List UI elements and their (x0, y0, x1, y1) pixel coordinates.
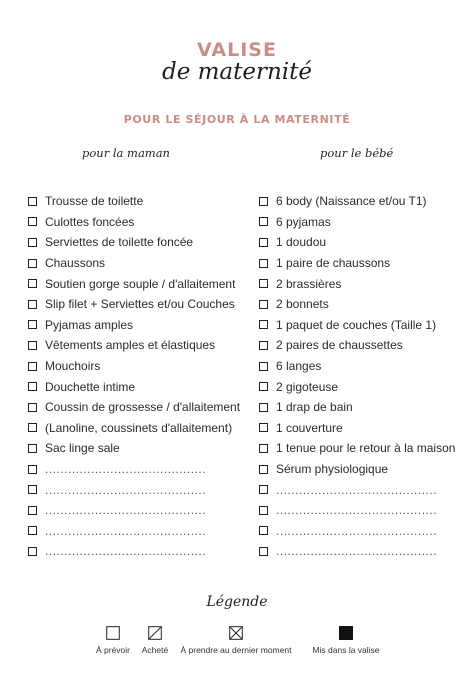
checklist-item[interactable] (28, 356, 250, 377)
checkbox-icon[interactable] (259, 485, 268, 494)
checkbox-icon[interactable] (28, 547, 37, 556)
checklist-item-label: .......................................... (45, 462, 207, 477)
checklist-item-label: Slip filet + Serviettes et/ou Couches (45, 297, 235, 312)
checklist-item[interactable] (28, 191, 250, 212)
title-block (0, 40, 474, 84)
checklist-item-label: 6 body (Naissance et/ou T1) (276, 194, 427, 209)
checklist-item[interactable] (28, 397, 250, 418)
checkbox-icon[interactable] (28, 341, 37, 350)
checkbox-icon[interactable] (259, 444, 268, 453)
checklist-item[interactable] (28, 335, 250, 356)
legend-item-dernier-moment (172, 626, 300, 655)
checklist-item[interactable] (259, 253, 471, 274)
checklist-item[interactable] (259, 418, 471, 439)
checklist-item-label: .......................................... (276, 482, 438, 497)
checklist-item[interactable] (259, 459, 471, 480)
checklist-item[interactable] (28, 438, 250, 459)
checkbox-icon[interactable] (28, 526, 37, 535)
checklist-item-label: (Lanoline, coussinets d'allaitement) (45, 420, 233, 435)
checklist-item-label: Culottes foncées (45, 214, 135, 229)
legend-title: Légende (206, 594, 268, 610)
checklist-item[interactable] (259, 479, 471, 500)
checklist-item[interactable] (259, 232, 471, 253)
checkbox-icon[interactable] (259, 197, 268, 206)
checklist-item-label: Sac linge sale (45, 441, 120, 456)
checklist-item-label: Vêtements amples et élastiques (45, 338, 216, 353)
checklist-item[interactable] (28, 232, 250, 253)
checklist-item-label: Pyjamas amples (45, 317, 134, 332)
checkbox-icon[interactable] (259, 259, 268, 268)
checklist-item[interactable] (28, 294, 250, 315)
title-sub: de maternité (161, 59, 313, 85)
checklist-item-label: 1 paire de chaussons (276, 256, 391, 271)
checklist-item[interactable] (28, 479, 250, 500)
checkbox-icon[interactable] (28, 444, 37, 453)
checklist-item[interactable] (259, 294, 471, 315)
checklist-item-label: .......................................... (45, 523, 207, 538)
checklist-item[interactable] (259, 191, 471, 212)
checkbox-icon[interactable] (28, 279, 37, 288)
checklist-item[interactable] (259, 376, 471, 397)
checklist-item[interactable] (259, 315, 471, 336)
checklist-item-label: 6 pyjamas (276, 214, 331, 229)
checklist-item[interactable] (259, 212, 471, 233)
checklist-item[interactable] (259, 273, 471, 294)
checklist-item[interactable] (28, 521, 250, 542)
filled-box-icon (339, 626, 353, 640)
checkbox-icon[interactable] (259, 382, 268, 391)
checkbox-icon[interactable] (259, 217, 268, 226)
checklist-item[interactable] (259, 541, 471, 562)
checklist-item-label: .......................................... (276, 503, 438, 518)
checklist-item[interactable] (28, 541, 250, 562)
crossed-box-icon (229, 626, 243, 640)
checklist-item-label: .......................................... (45, 503, 207, 518)
checkbox-icon[interactable] (28, 465, 37, 474)
checklist-item-label: Coussin de grossesse / d'allaitement (45, 400, 241, 415)
checklist-item-label: 1 drap de bain (276, 400, 353, 415)
checkbox-icon[interactable] (259, 526, 268, 535)
checklist-item[interactable] (28, 212, 250, 233)
checklist-item-label: 1 doudou (276, 235, 327, 250)
heading-bebe: pour le bébé (320, 146, 394, 160)
checkbox-icon[interactable] (28, 403, 37, 412)
checklist-item[interactable] (259, 397, 471, 418)
title-main: VALISE (197, 39, 277, 61)
checklist-item[interactable] (259, 356, 471, 377)
checklist-item[interactable] (28, 376, 250, 397)
checklist-item-label: 6 langes (276, 359, 322, 374)
checklist-item-label: 1 paquet de couches (Taille 1) (276, 317, 437, 332)
checklist-item[interactable] (28, 253, 250, 274)
checklist-item[interactable] (259, 438, 471, 459)
checklist-item[interactable] (28, 500, 250, 521)
heading-maman: pour la maman (82, 146, 170, 160)
checklist-item[interactable] (259, 335, 471, 356)
checklist-item-label: .......................................... (45, 544, 207, 559)
checkbox-icon[interactable] (28, 362, 37, 371)
checklist-item-label: Trousse de toilette (45, 194, 144, 209)
checklist-item-label: Chaussons (45, 256, 106, 271)
checkbox-icon[interactable] (259, 465, 268, 474)
legend-label: À prendre au dernier moment (180, 645, 292, 655)
checkbox-icon[interactable] (259, 341, 268, 350)
checklist-item[interactable] (28, 459, 250, 480)
checklist-item[interactable] (28, 273, 250, 294)
checklist-item[interactable] (28, 418, 250, 439)
checkbox-icon[interactable] (28, 423, 37, 432)
checkbox-icon[interactable] (259, 300, 268, 309)
checklist-maman (28, 191, 250, 562)
legend-item-mis-dans-valise (304, 626, 388, 655)
checklist-item[interactable] (28, 315, 250, 336)
legend-label: Mis dans la valise (312, 645, 380, 655)
checkbox-icon[interactable] (259, 403, 268, 412)
legend (0, 626, 474, 666)
section-title: POUR LE SÉJOUR À LA MATERNITÉ (123, 113, 351, 126)
checklist-item-label: 2 paires de chaussettes (276, 338, 403, 353)
checklist-item[interactable] (259, 500, 471, 521)
checkbox-icon[interactable] (259, 506, 268, 515)
checked-box-icon (148, 626, 162, 640)
checklist-item-label: 2 brassières (276, 276, 342, 291)
checklist-item-label: Sérum physiologique (276, 462, 389, 477)
checklist-item-label: Douchette intime (45, 379, 136, 394)
checkbox-icon[interactable] (28, 485, 37, 494)
checkbox-icon[interactable] (259, 423, 268, 432)
checklist-item[interactable] (259, 521, 471, 542)
checkbox-icon[interactable] (259, 320, 268, 329)
legend-label: Acheté (141, 645, 169, 655)
checkbox-icon[interactable] (28, 320, 37, 329)
checklist-item-label: 2 gigoteuse (276, 379, 339, 394)
checkbox-icon[interactable] (28, 382, 37, 391)
checklist-item-label: Soutien gorge souple / d'allaitement (45, 276, 236, 291)
checkbox-icon[interactable] (28, 217, 37, 226)
checkbox-icon[interactable] (28, 506, 37, 515)
checkbox-icon[interactable] (28, 300, 37, 309)
checklist-item-label: 1 couverture (276, 420, 343, 435)
checkbox-icon[interactable] (259, 238, 268, 247)
checkbox-icon[interactable] (259, 279, 268, 288)
checklist-item-label: Serviettes de toilette foncée (45, 235, 194, 250)
checklist-item-label: .......................................... (276, 544, 438, 559)
checklist-bebe (259, 191, 471, 562)
checkbox-icon[interactable] (259, 547, 268, 556)
checklist-item-label: .......................................... (276, 523, 438, 538)
empty-box-icon (106, 626, 120, 640)
checklist-item-label: Mouchoirs (45, 359, 101, 374)
checkbox-icon[interactable] (28, 259, 37, 268)
legend-label: À prévoir (95, 645, 130, 655)
checklist-item-label: .......................................... (45, 482, 207, 497)
checkbox-icon[interactable] (28, 197, 37, 206)
checklist-item-label: 1 tenue pour le retour à la maison (276, 441, 456, 456)
checklist-item-label: 2 bonnets (276, 297, 329, 312)
checkbox-icon[interactable] (259, 362, 268, 371)
checkbox-icon[interactable] (28, 238, 37, 247)
